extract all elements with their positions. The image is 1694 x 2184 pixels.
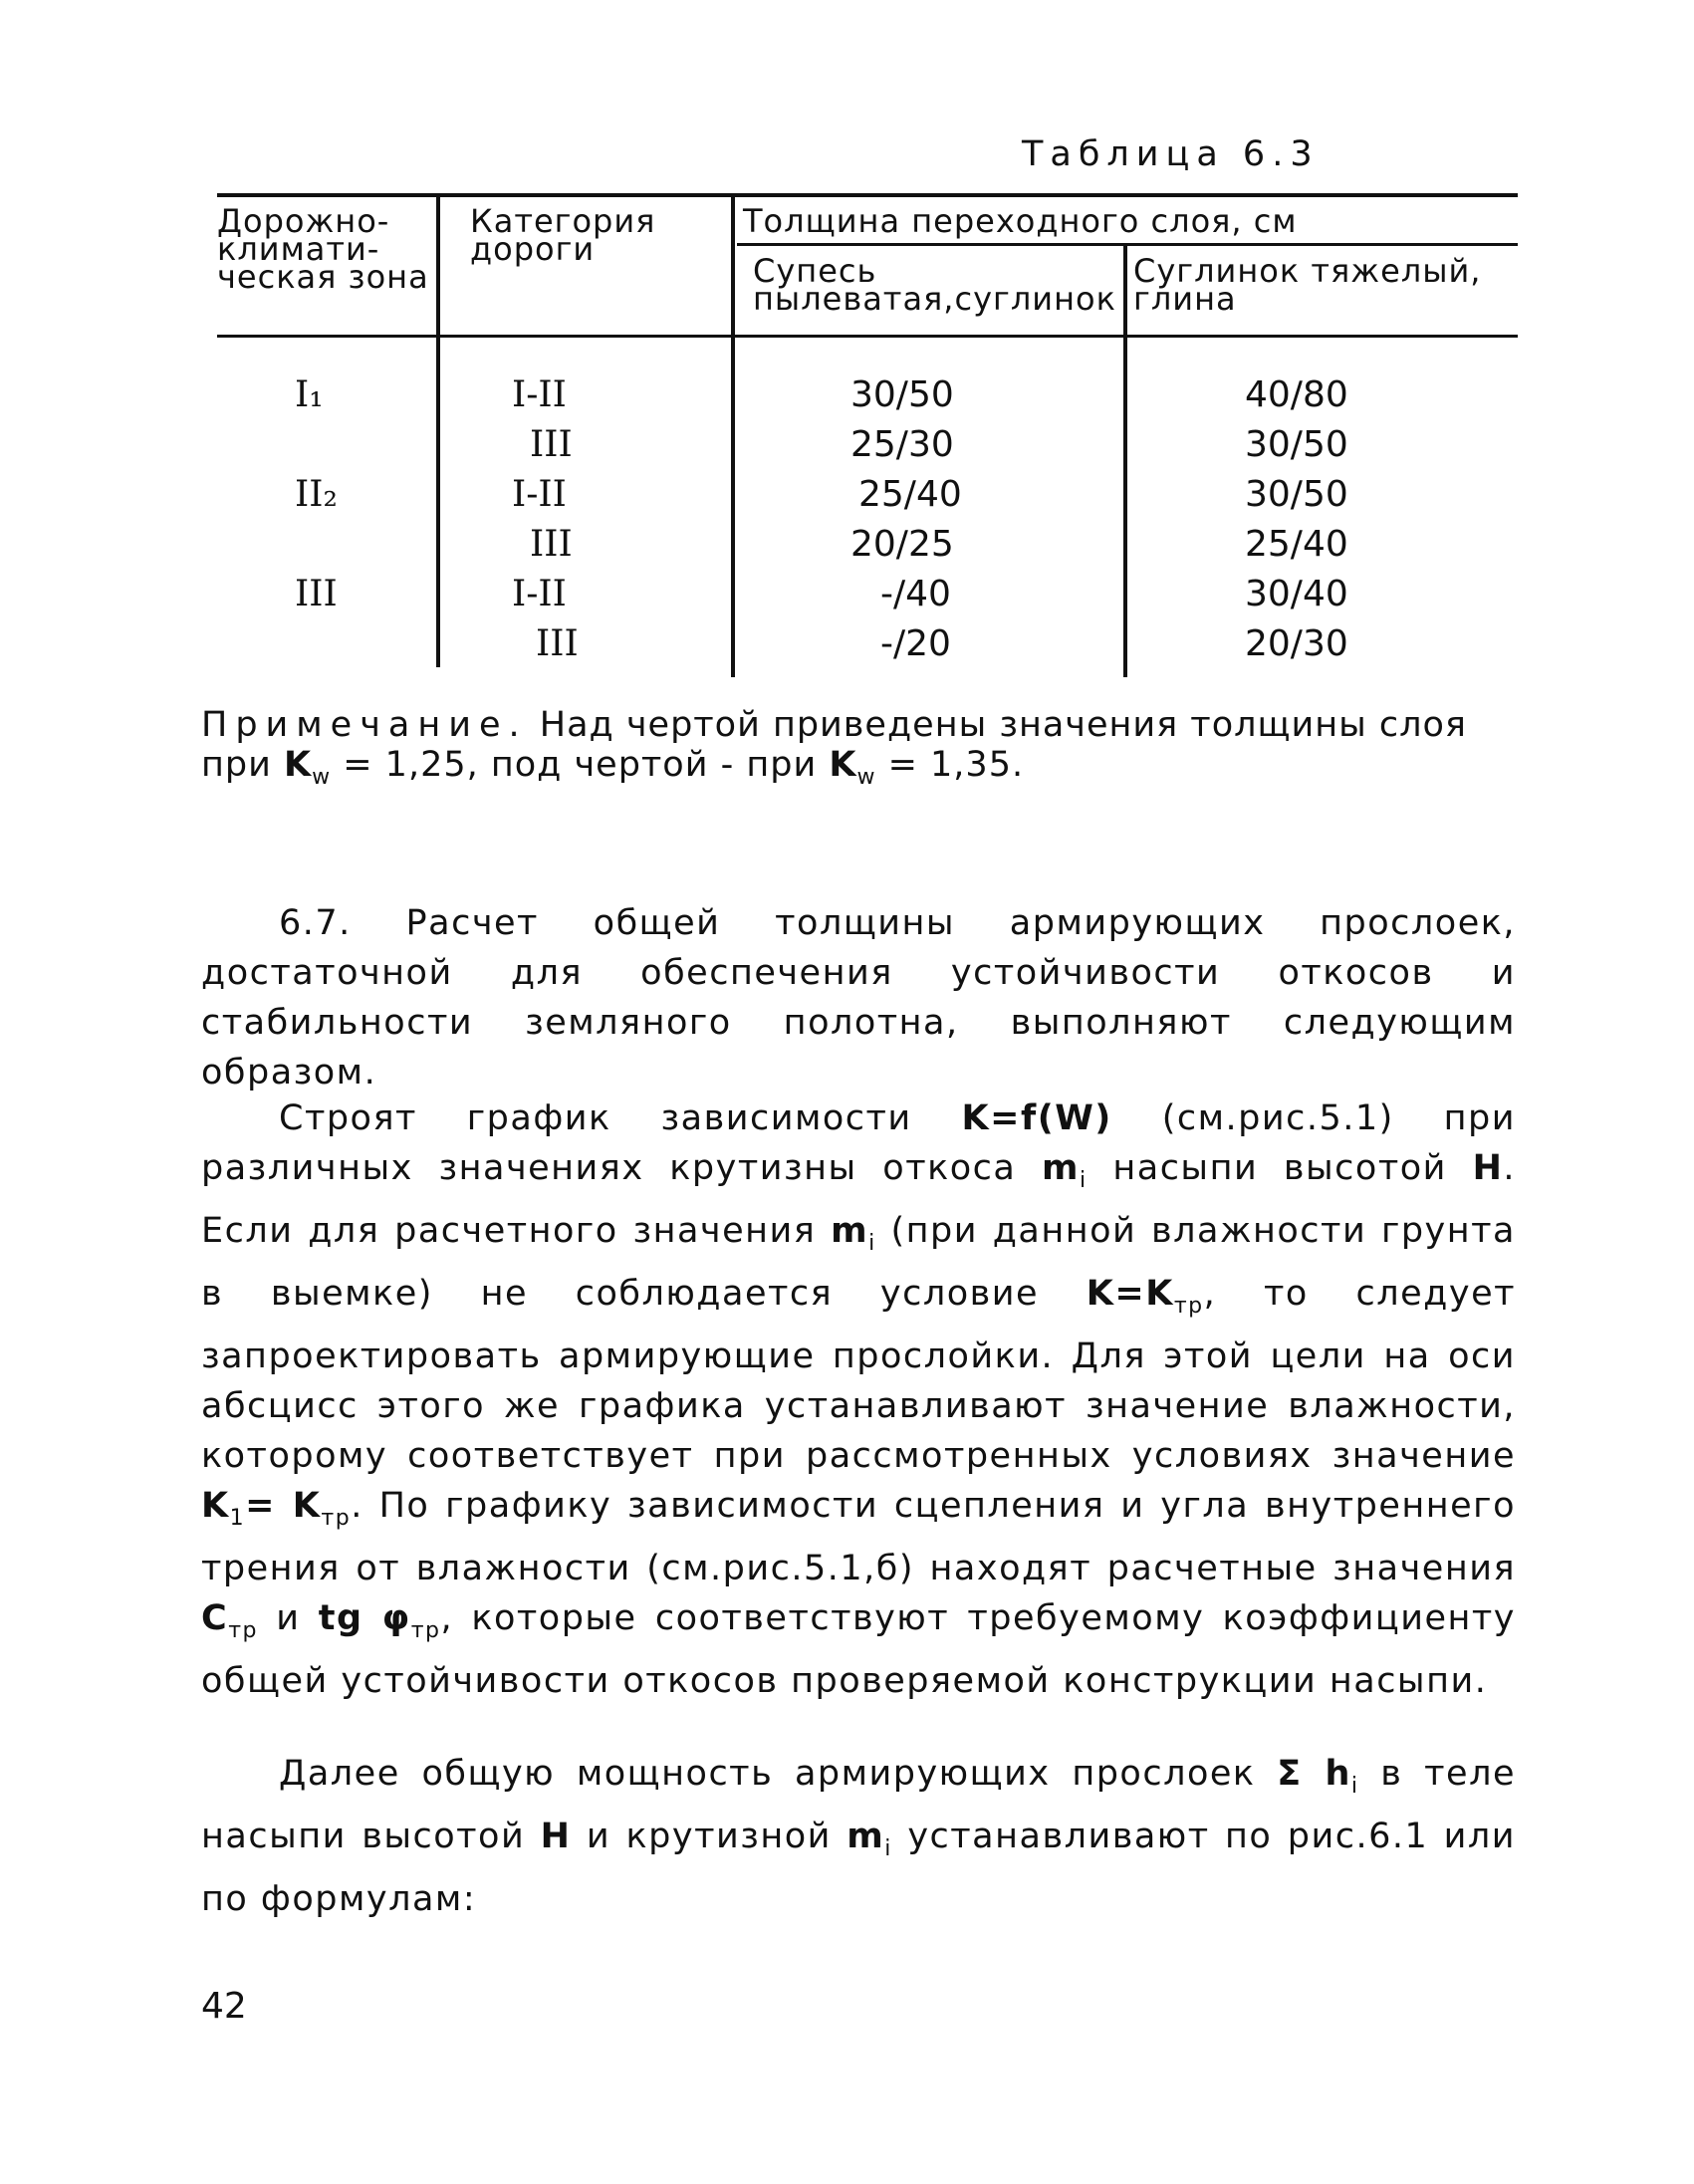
k1-symbol: K: [201, 1486, 230, 1526]
cell-zone: I₁: [295, 374, 324, 415]
table-subheader-rule: [737, 243, 1518, 246]
ctr-subscript: тр: [228, 1618, 258, 1643]
h-symbol: H: [1472, 1148, 1504, 1188]
k1-subscript: 1: [229, 1506, 246, 1531]
text: . По графику зависимости сцепления и угла внутреннего трения от влажности (см.рис.5.1,б) находят расчетные значения: [201, 1486, 1516, 1588]
kw-symbol: K: [829, 745, 857, 785]
kw-subscript: w: [856, 765, 876, 790]
cell-zone: II₂: [295, 474, 338, 515]
m-symbol: m: [831, 1211, 869, 1251]
cell-clay: 30/40: [1245, 574, 1348, 614]
ktr-symbol: = K: [245, 1486, 322, 1526]
kw-subscript: w: [312, 765, 332, 790]
table-row: [217, 474, 1518, 524]
thickness-table: [217, 189, 1518, 677]
cell-clay: 40/80: [1245, 374, 1348, 415]
cell-sand: 25/30: [850, 424, 954, 465]
formula-k-ktr: K=K: [1086, 1274, 1174, 1314]
cell-clay: 30/50: [1245, 424, 1348, 465]
text: и крутизной: [571, 1817, 847, 1856]
text: , то следует запроектировать армирующие прослойки. Для этой цели на оси абсцисс этого же графика устанавливают значение влажности, которому соответствует при рассмотренных условиях значение: [201, 1274, 1516, 1476]
m-symbol: m: [847, 1817, 885, 1856]
cell-category: I-II: [512, 374, 567, 415]
table-header-bottom-rule: [217, 335, 1518, 338]
cell-category: III: [530, 524, 573, 565]
tg-phi-symbol: tg φ: [318, 1598, 411, 1638]
table-caption: Таблица 6.3: [1022, 134, 1320, 174]
text: (см.рис.5.1) при различных значениях крутизны откоса: [201, 1098, 1516, 1188]
cell-sand: 20/25: [850, 524, 954, 565]
cell-category: I-II: [512, 474, 567, 515]
text: (при данной влажности грунта в выемке) не соблюдается условие: [201, 1211, 1516, 1314]
cell-zone: III: [295, 574, 338, 614]
m-subscript: i: [1080, 1168, 1088, 1193]
cell-sand: 30/50: [850, 374, 954, 415]
table-row: [217, 424, 1518, 474]
sum-h-symbol: Σ h: [1277, 1754, 1351, 1794]
page-number: 42: [201, 1986, 247, 2027]
text: Далее общую мощность армирующих прослоек: [279, 1754, 1278, 1794]
header-zone: Дорожно-климати-ческая зона: [217, 202, 429, 296]
header-clay: Суглинок тяжелый, глина: [1133, 252, 1482, 318]
note-label: Примечание.: [201, 705, 528, 745]
text: . Если для расчетного значения: [201, 1148, 1517, 1251]
cell-sand: -/20: [880, 623, 951, 664]
note-text: = 1,25, под чертой - при: [331, 745, 830, 785]
cell-sand: -/40: [880, 574, 951, 614]
header-thickness: Толщина переходного слоя, см: [743, 202, 1298, 240]
header-category: Категория дороги: [470, 202, 656, 268]
tg-phi-subscript: тр: [410, 1618, 441, 1643]
text: , которые соответствуют требуемому коэффициенту общей устойчивости откосов проверяемой конструкции насыпи.: [201, 1598, 1516, 1701]
text: устанавливают по рис.6.1 или по формулам:: [201, 1817, 1517, 1919]
table-note: [201, 705, 1516, 798]
ktr-subscript: тр: [321, 1506, 352, 1531]
m-subscript: i: [884, 1836, 892, 1861]
ctr-symbol: C: [201, 1598, 229, 1638]
cell-clay: 30/50: [1245, 474, 1348, 515]
kw-symbol: K: [283, 745, 313, 785]
text: насыпи высотой: [1087, 1148, 1473, 1188]
sum-h-subscript: i: [1350, 1774, 1359, 1799]
table-row: [217, 623, 1518, 673]
cell-sand: 25/40: [858, 474, 962, 515]
cell-clay: 25/40: [1245, 524, 1348, 565]
paragraph-total-thickness: [201, 1749, 1516, 1924]
h-symbol: H: [540, 1817, 572, 1856]
m-subscript: i: [868, 1231, 876, 1256]
table-row: [217, 374, 1518, 424]
text: в теле насыпи высотой: [201, 1754, 1516, 1856]
formula-k-f-w: K=f(W): [961, 1098, 1112, 1138]
cell-category: III: [536, 623, 579, 664]
paragraph-6-7: 6.7. Расчет общей толщины армирующих прослоек, достаточной для обеспечения устойчивости откосов и стабильности земляного полотна, выполняют следующим образом.: [201, 903, 1516, 1092]
m-symbol: m: [1042, 1148, 1081, 1188]
ktr-subscript: тр: [1173, 1294, 1204, 1319]
cell-clay: 20/30: [1245, 623, 1348, 664]
cell-category: III: [530, 424, 573, 465]
paragraph-graph: [201, 1093, 1516, 1706]
note-text: Над чертой приведены значения толщины слоя при: [201, 705, 1467, 785]
text: и: [257, 1598, 319, 1638]
header-sand: Супесь пылеватая,суглинок: [753, 252, 1116, 318]
table-row: [217, 524, 1518, 574]
table-top-rule: [217, 193, 1518, 197]
note-text: = 1,35.: [875, 745, 1025, 785]
text: Строят график зависимости: [279, 1098, 962, 1138]
cell-category: I-II: [512, 574, 567, 614]
table-row: [217, 574, 1518, 623]
